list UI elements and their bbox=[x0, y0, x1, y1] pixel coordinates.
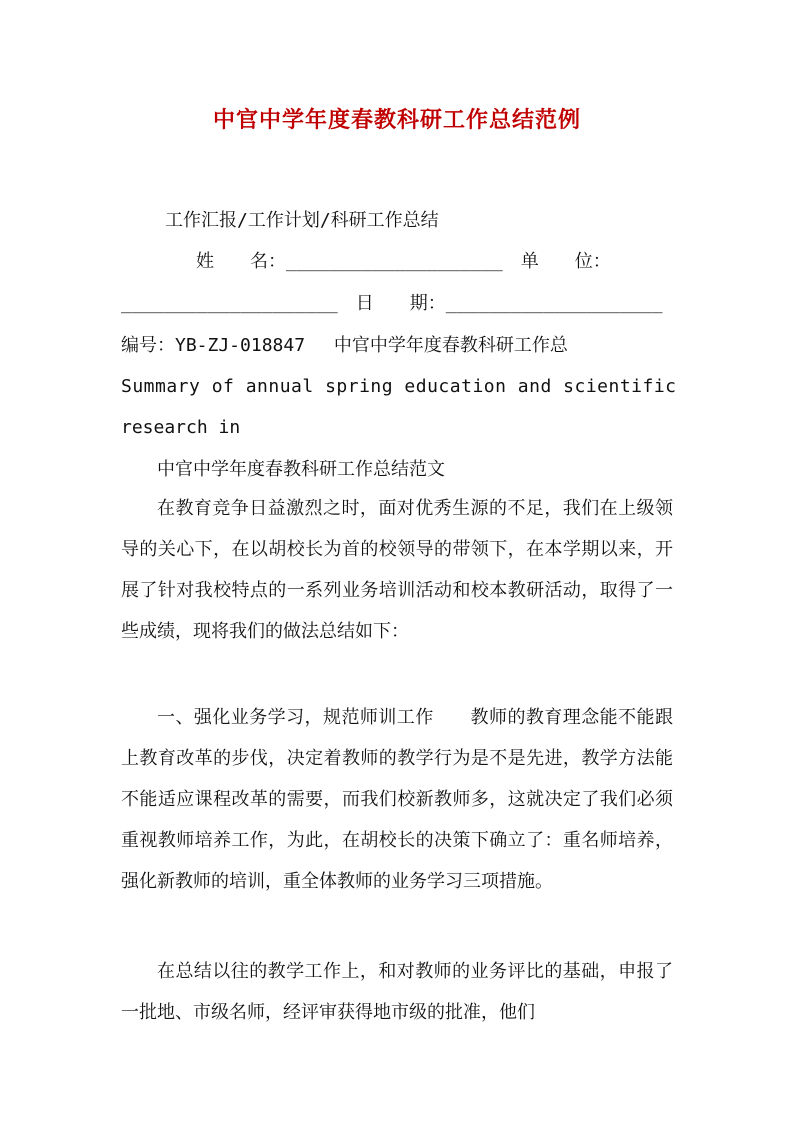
category-line: 工作汇报/工作计划/科研工作总结 bbox=[165, 210, 439, 231]
paragraph-intro: 在教育竞争日益激烈之时，面对优秀生源的不足，我们在上级领导的关心下，在以胡校长为首的校领导的带领下，在本学期以来，开展了针对我校特点的一系列业务培训活动和校本教研活动，取得了一些成绩，现将我们的做法总结如下： bbox=[121, 498, 673, 642]
name-unit-field: 姓 名：____________________ 单 位： bbox=[196, 251, 611, 272]
unit-date-field: ____________________ 日 期：____________________ bbox=[121, 293, 663, 314]
document-number-line: 编号：YB-ZJ-018847 中官中学年度春教科研工作总 bbox=[121, 335, 568, 356]
document-title: 中官中学年度春教科研工作总结范例 bbox=[212, 107, 581, 133]
paragraph-continuation: 在总结以往的教学工作上，和对教师的业务评比的基础，申报了一批地、市级名师，经评审获得地市级的批准，他们 bbox=[121, 961, 673, 1023]
english-title-line-1: Summary of annual spring education and scientific bbox=[121, 376, 677, 397]
paragraph-section-one: 一、强化业务学习，规范师训工作 教师的教育理念能不能跟上教育改革的步伐，决定着教师的教学行为是不是先进，教学方法能不能适应课程改革的需要，而我们校新教师多，这就决定了我们必须重视教师培养工作，为此，在胡校长的决策下确立了：重名师培养，强化新教师的培训，重全体教师的业务学习三项措施。 bbox=[121, 707, 673, 892]
document-subtitle: 中官中学年度春教科研工作总结范文 bbox=[157, 459, 445, 480]
english-title-line-2: research in bbox=[121, 417, 241, 438]
